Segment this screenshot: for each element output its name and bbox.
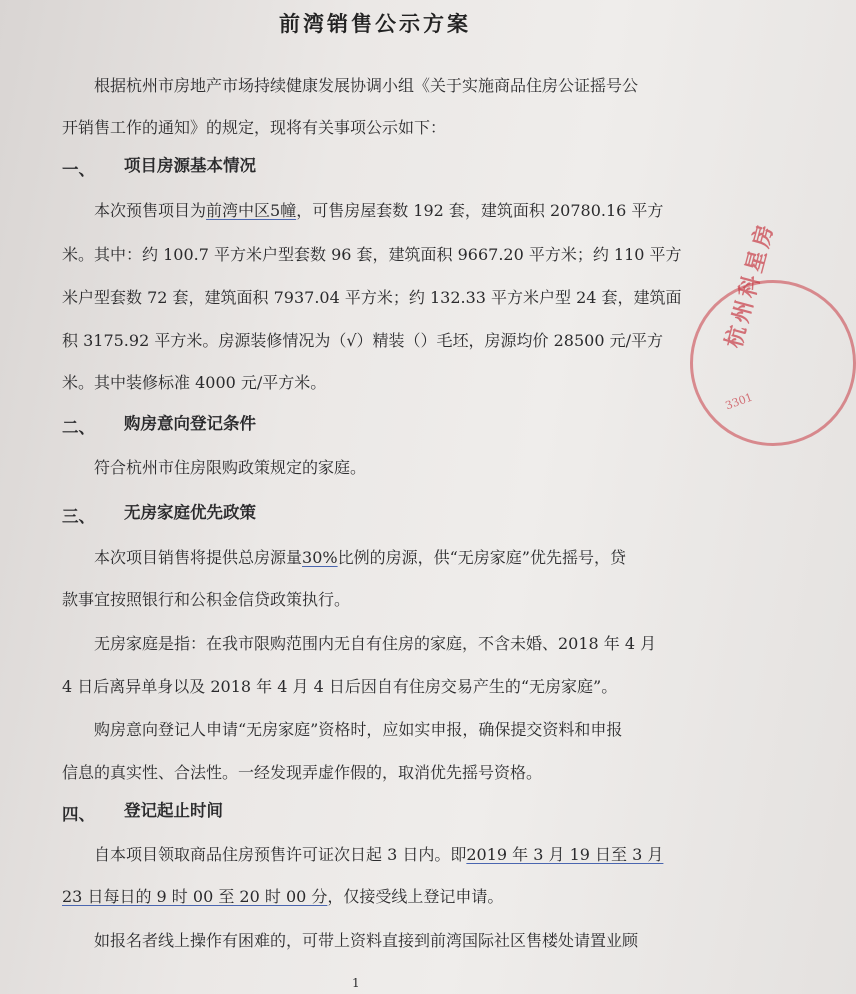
seal-code: 3301 [723, 390, 755, 413]
intro-line-2: 开销售工作的通知》的规定，现将有关事项公示如下： [62, 118, 447, 137]
s3-p2-line-1: 无房家庭是指：在我市限购范围内无自有住房的家庭，不含未婚、2018 年 4 月 [94, 634, 657, 653]
intro-line-1: 根据杭州市房地产市场持续健康发展协调小组《关于实施商品住房公证摇号公 [94, 76, 639, 95]
s3-p1-line-2: 款事宜按照银行和公积金信贷政策执行。 [62, 590, 351, 609]
s4-date-range-start: 2019 年 3 月 19 日至 3 月 [466, 845, 664, 864]
s4-date-range-end: 23 日每日的 9 时 00 至 20 时 00 分 [62, 887, 328, 906]
section-4-number: 四、 [62, 805, 95, 824]
section-3-number: 三、 [62, 507, 95, 526]
s3-p1-line-1: 本次项目销售将提供总房源量30%比例的房源，供“无房家庭”优先摇号，贷 [94, 548, 626, 567]
s2-line-1: 符合杭州市住房限购政策规定的家庭。 [94, 458, 367, 477]
section-1-heading: 项目房源基本情况 [124, 156, 256, 175]
official-seal [690, 218, 856, 446]
s1-project-name: 前湾中区5幢 [206, 201, 297, 220]
section-2-heading: 购房意向登记条件 [124, 414, 256, 433]
seal-text: 杭州科星房 [720, 218, 780, 351]
s4-p1-line-1: 自本项目领取商品住房预售许可证次日起 3 日内。即2019 年 3 月 19 日至 3 月 [94, 845, 664, 864]
s3-p3-line-1: 购房意向登记人申请“无房家庭”资格时，应如实申报，确保提交资料和申报 [94, 720, 623, 739]
s3-p3-line-2: 信息的真实性、合法性。一经发现弄虚作假的，取消优先摇号资格。 [62, 763, 543, 782]
s3-percentage: 30% [302, 548, 338, 567]
page-title: 前湾销售公示方案 [279, 11, 471, 36]
page-number: 1 [352, 976, 360, 990]
s4-p1-line-2: 23 日每日的 9 时 00 至 20 时 00 分，仅接受线上登记申请。 [62, 887, 504, 906]
s1-line-3: 米户型套数 72 套，建筑面积 7937.04 平方米；约 132.33 平方米户型 24 套，建筑面 [62, 288, 682, 307]
s1-line-5: 米。其中装修标准 4000 元/平方米。 [62, 373, 327, 392]
s1-line-2: 米。其中：约 100.7 平方米户型套数 96 套，建筑面积 9667.20 平方米；约 110 平方 [62, 245, 682, 264]
section-1-number: 一、 [62, 160, 95, 179]
section-2-number: 二、 [62, 418, 95, 437]
s1-line-4: 积 3175.92 平方米。房源装修情况为（√）精装（）毛坯，房源均价 28500 元/平方 [62, 331, 663, 350]
s3-p2-line-2: 4 日后离异单身以及 2018 年 4 月 4 日后因自有住房交易产生的“无房家庭”。 [62, 677, 618, 696]
section-3-heading: 无房家庭优先政策 [124, 503, 256, 522]
s4-p2-line-1: 如报名者线上操作有困难的，可带上资料直接到前湾国际社区售楼处请置业顾 [94, 931, 639, 950]
section-4-heading: 登记起止时间 [124, 801, 223, 820]
s1-line-1: 本次预售项目为前湾中区5幢，可售房屋套数 192 套，建筑面积 20780.16 平方 [94, 201, 664, 220]
